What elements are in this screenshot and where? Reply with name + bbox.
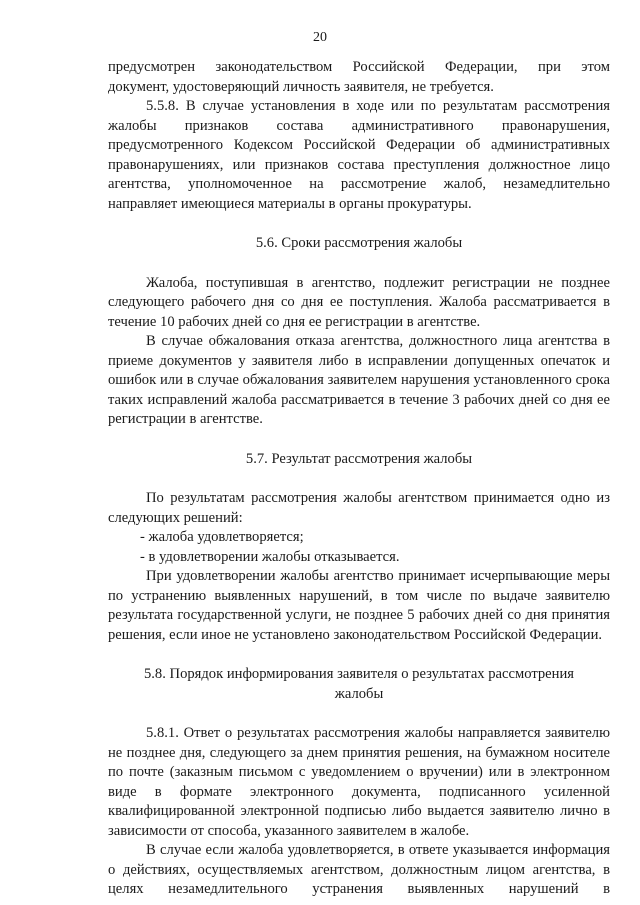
paragraph-5-6-registration: Жалоба, поступившая в агентство, подлежит регистрации не позднее следующего рабочего дня со дня ее поступления. Жалоба рассматривается в течение 10 рабочих дней со дня ее регистрации в агентстве. bbox=[108, 274, 610, 330]
paragraph-5-5-8: 5.5.8. В случае установления в ходе или по результатам рассмотрения жалобы признаков состава административного правонарушения, предусмотренного Кодексом Российской Федерации об административных правонарушениях, или признаков состава преступления должностное лицо агентства, уполномоченное на рассмотрение жалоб, незамедлительно направляет имеющиеся материалы в органы прокуратуры. bbox=[108, 98, 610, 212]
section-heading-5-6: 5.6. Сроки рассмотрения жалобы bbox=[255, 235, 463, 251]
list-item-refused: - в удовлетворении жалобы отказывается. bbox=[140, 548, 400, 565]
section-heading-5-8-line1: 5.8. Порядок информирования заявителя о результатах рассмотрения bbox=[143, 666, 574, 682]
paragraph-5-7-decisions: По результатам рассмотрения жалобы агентством принимается одно из следующих решений: bbox=[108, 490, 610, 526]
paragraph-5-8-1: 5.8.1. Ответ о результатах рассмотрения жалобы направляется заявителю не позднее дня, следующего за днем принятия решения, на бумажном носителе по почте (заказным письмом с уведомлением о вручении) или в электронном виде в формате электронного документа, подписанного усиленной квалифицированной электронной подписью либо выдается заявителю лично в зависимости от способа, указанного заявителем в жалобе. bbox=[108, 725, 610, 839]
list-item-satisfied: - жалоба удовлетворяется; bbox=[140, 529, 304, 545]
paragraph-5-8-satisfied: В случае если жалоба удовлетворяется, в ответе указывается информация о действиях, осуществляемых агентством, должностным лицом агентства, в целях незамедлительного устранения выявленных нарушений в bbox=[108, 842, 610, 897]
section-heading-5-8-line2: жалобы bbox=[334, 685, 384, 702]
paragraph-continuation-line: предусмотрен законодательством Российской Федерации, при этом bbox=[108, 59, 610, 75]
section-heading-5-7: 5.7. Результат рассмотрения жалобы bbox=[245, 450, 473, 467]
paragraph-5-6-appeal: В случае обжалования отказа агентства, должностного лица агентства в приеме документов у заявителя либо в исправлении допущенных опечаток и ошибок или в случае обжалования заявителем нарушения установленного срока таких исправлений жалоба рассматривается в течение 3 рабочих дней со дня ее регистрации в агентстве. bbox=[108, 333, 610, 427]
document-body bbox=[108, 58, 610, 900]
paragraph-continuation-end: документ, удостоверяющий личность заявителя, не требуется. bbox=[108, 78, 494, 95]
paragraph-5-7-measures: При удовлетворении жалобы агентство принимает исчерпывающие меры по устранению выявленных нарушений, в том числе по выдаче заявителю результата государственной услуги, не позднее 5 рабочих дней со дня принятия решения, если иное не установлено законодательством Российской Федерации. bbox=[108, 568, 610, 643]
page-number: 20 bbox=[313, 30, 327, 45]
